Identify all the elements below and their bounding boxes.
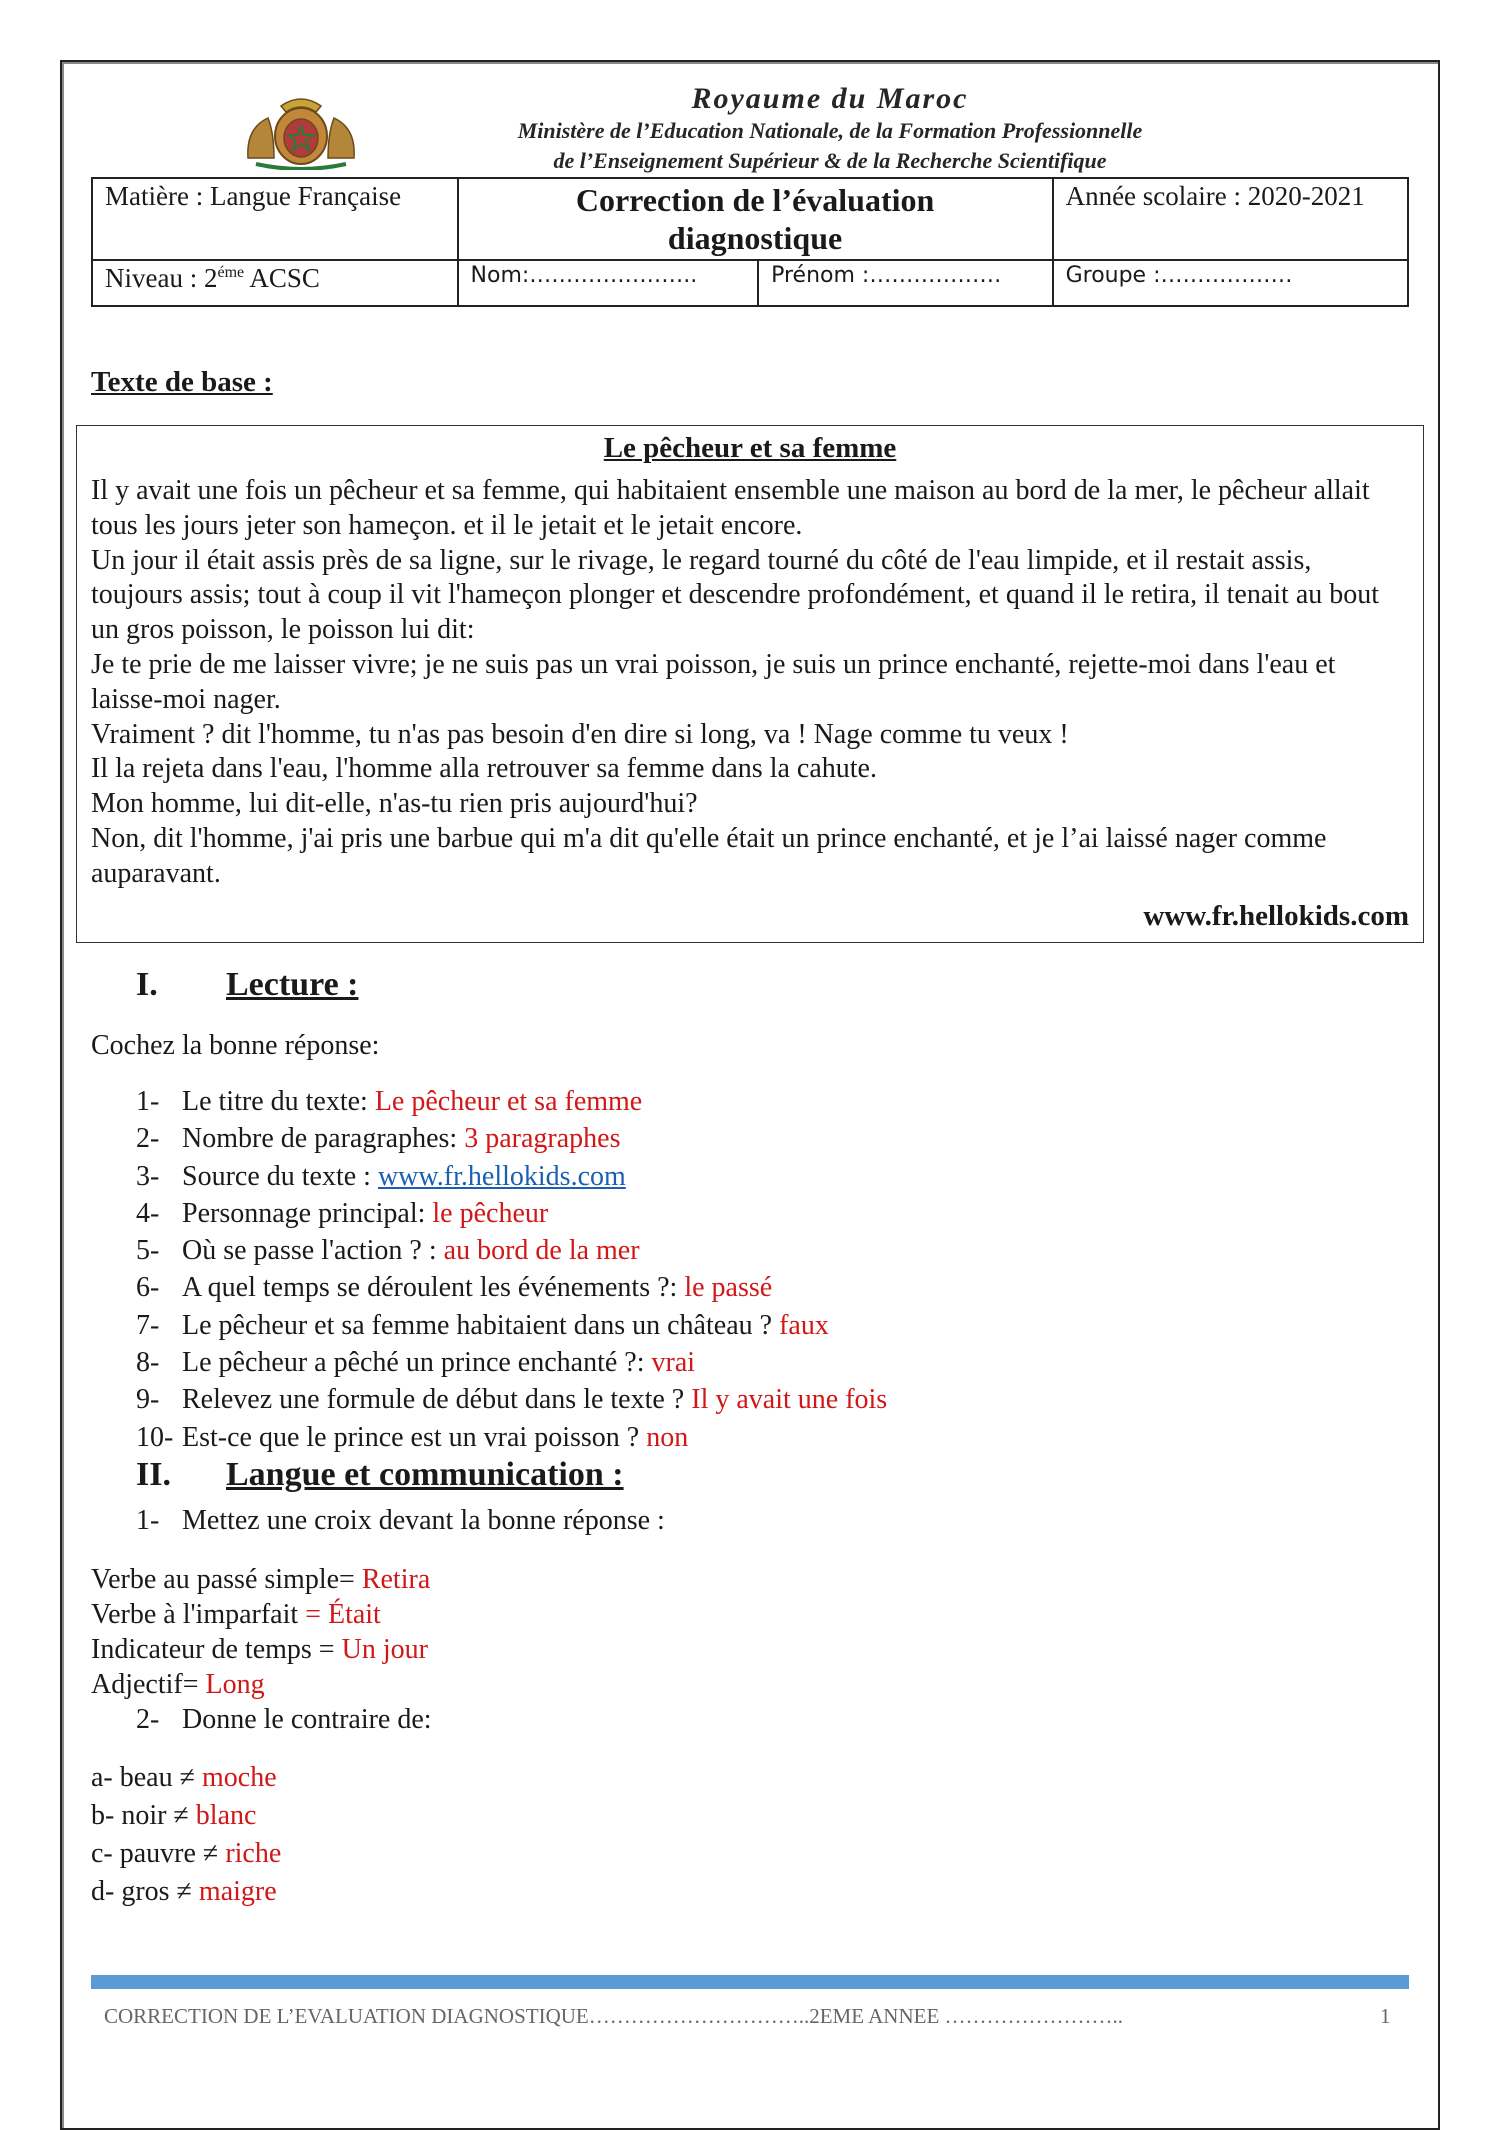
ministry-line-3: de l’Enseignement Supérieur & de la Recherche Scientifique: [553, 148, 1107, 173]
answer-text: Il y avait une fois: [691, 1384, 888, 1416]
grammar-label: Indicateur de temps =: [91, 1634, 342, 1665]
answer-text: riche: [225, 1838, 282, 1869]
opposite-answer: [91, 1836, 281, 1872]
story-paragraph: Il la rejeta dans l'eau, l'homme alla retrouver sa femme dans la cahute.: [91, 753, 877, 785]
answer-text: non: [646, 1421, 689, 1453]
question-text: Source du texte :: [182, 1160, 378, 1192]
answer-text: Le pêcheur et sa femme: [374, 1086, 643, 1117]
question-row: [136, 1120, 887, 1157]
grammar-label: Adjectif=: [91, 1669, 206, 1700]
info-table: [91, 177, 1409, 307]
question-number: 5-: [136, 1235, 160, 1267]
opposite-answer: [91, 1798, 256, 1834]
question-row: [136, 1381, 887, 1418]
question-text: Le pêcheur et sa femme habitaient dans un château ?: [182, 1309, 780, 1341]
question-number: 9-: [136, 1384, 160, 1416]
question-number: 6-: [136, 1272, 160, 1304]
section-2-title: Langue et communication :: [226, 1456, 624, 1493]
opposite-word: d- gros ≠: [91, 1876, 199, 1907]
question-number: 7-: [136, 1309, 160, 1341]
story-paragraph: Vraiment ? dit l'homme, tu n'as pas besoin d'en dire si long, va ! Nage comme tu veux !: [91, 718, 1069, 750]
answer-text: Retira: [361, 1564, 431, 1595]
opposite-answer: [91, 1760, 277, 1796]
question-text: Nombre de paragraphes:: [182, 1123, 465, 1155]
group-field[interactable]: Groupe :………………: [1053, 260, 1408, 306]
level-prefix: Niveau : 2: [105, 263, 218, 293]
story-title: Le pêcheur et sa femme: [603, 432, 897, 464]
level-suffix: ACSC: [244, 263, 320, 293]
name-field[interactable]: Nom:…………………..: [458, 260, 759, 306]
document-title: [458, 178, 1053, 260]
answer-text: vrai: [651, 1347, 696, 1379]
grammar-answer: [91, 1667, 265, 1703]
section-2-question-2: [136, 1702, 432, 1738]
story-paragraph: Non, dit l'homme, j'ai pris une barbue qui m'a dit qu'elle était un prince enchanté, et je l’ai laissé nager comme auparavant.: [91, 822, 1327, 889]
moroccan-emblem-icon: [236, 88, 366, 170]
question-number: 4-: [136, 1197, 160, 1229]
question-text: Donne le contraire de:: [182, 1704, 432, 1735]
question-row: [136, 1195, 887, 1232]
grammar-label: Verbe au passé simple=: [91, 1564, 362, 1595]
question-row: [136, 1419, 887, 1456]
story-paragraph: Mon homme, lui dit-elle, n'as-tu rien pris aujourd'hui?: [91, 788, 698, 820]
answer-text: le passé: [684, 1272, 773, 1304]
question-list: [136, 1083, 887, 1456]
ministry-header: [390, 82, 1270, 176]
question-row: [136, 1307, 887, 1344]
grammar-answer: [91, 1632, 428, 1668]
kingdom-name: Royaume du Maroc: [691, 82, 969, 115]
question-text: Où se passe l'action ? :: [182, 1235, 444, 1267]
story-body: [91, 474, 1409, 892]
question-text: Relevez une formule de début dans le texte ?: [182, 1384, 692, 1416]
question-number: 2-: [136, 1704, 160, 1735]
question-number: 8-: [136, 1347, 160, 1379]
answer-text: le pêcheur: [432, 1197, 549, 1229]
page-number: 1: [1380, 2004, 1391, 2028]
opposite-word: a- beau ≠: [91, 1762, 202, 1793]
answer-text: moche: [201, 1762, 277, 1793]
question-text: Est-ce que le prince est un vrai poisson ?: [182, 1421, 647, 1453]
answer-text: blanc: [195, 1800, 257, 1831]
answer-text: au bord de la mer: [443, 1235, 640, 1267]
question-text: Le pêcheur a pêché un prince enchanté ?:: [182, 1347, 652, 1379]
question-text: Personnage principal:: [182, 1197, 433, 1229]
answer-text: Long: [205, 1669, 265, 1700]
grammar-answer: [91, 1562, 430, 1598]
question-number: 10-: [136, 1421, 174, 1453]
footer-bar: [91, 1975, 1409, 1989]
section-2-question-1: [136, 1503, 665, 1539]
question-row: [136, 1083, 887, 1120]
source-link[interactable]: www.fr.hellokids.com: [377, 1160, 626, 1192]
subject-cell: Matière : Langue Française: [92, 178, 458, 260]
question-number: 2-: [136, 1123, 160, 1155]
opposite-word: c- pauvre ≠: [91, 1838, 226, 1869]
answer-text: maigre: [198, 1876, 277, 1907]
title-line-1: Correction de l’évaluation: [575, 182, 935, 218]
level-sup: éme: [217, 264, 245, 281]
story-paragraph: Je te prie de me laisser vivre; je ne suis pas un vrai poisson, je suis un prince enchanté, rejette-moi dans l'eau et laisse-moi nager.: [91, 648, 1336, 715]
section-1-title: Lecture :: [226, 966, 359, 1003]
grammar-label: Verbe à l'imparfait: [91, 1599, 306, 1630]
footer-text: CORRECTION DE L’EVALUATION DIAGNOSTIQUE…………………………..2EME ANNEE ……………………..: [104, 2004, 1124, 2028]
answer-text: faux: [779, 1309, 829, 1341]
level-cell: [92, 260, 458, 306]
question-text: Mettez une croix devant la bonne réponse :: [182, 1505, 665, 1536]
question-text: Le titre du texte:: [182, 1086, 375, 1117]
question-row: [136, 1344, 887, 1381]
section-1-number: I.: [136, 966, 158, 1003]
question-number: 1-: [136, 1505, 160, 1536]
opposite-word: b- noir ≠: [91, 1800, 196, 1831]
opposite-answer: [91, 1874, 277, 1910]
question-row: [136, 1269, 887, 1306]
school-year-cell: Année scolaire : 2020-2021: [1053, 178, 1408, 260]
story-paragraph: Il y avait une fois un pêcheur et sa femme, qui habitaient ensemble une maison au bord de la mer, le pêcheur allait tous les jours jeter son hameçon. et il le jetait et le jetait encore.: [91, 475, 1370, 541]
story-paragraph: Un jour il était assis près de sa ligne, sur le rivage, le regard tourné du côté de l'eau limpide, et il restait assis, toujours assis; tout à coup il vit l'hameçon plonger et descendre profondément, et quand il le retira, il tenait au bout un gros poisson, le poisson lui dit:: [91, 544, 1380, 646]
answer-text: 3 paragraphes: [464, 1123, 621, 1155]
question-row: [136, 1158, 887, 1195]
question-row: [136, 1232, 887, 1269]
section-2-number: II.: [136, 1456, 171, 1493]
question-text: A quel temps se déroulent les événements ?:: [182, 1272, 685, 1304]
base-text-label: Texte de base :: [91, 366, 273, 398]
firstname-field[interactable]: Prénom :………………: [758, 260, 1052, 306]
question-number: 1-: [136, 1086, 160, 1117]
section-1-instruction: Cochez la bonne réponse:: [91, 1030, 380, 1061]
answer-text: = Était: [305, 1599, 381, 1630]
ministry-line-2: Ministère de l’Education Nationale, de la Formation Professionnelle: [517, 118, 1143, 143]
grammar-answer: [91, 1597, 381, 1633]
question-number: 3-: [136, 1160, 160, 1192]
story-source: www.fr.hellokids.com: [1143, 899, 1409, 932]
answer-text: Un jour: [341, 1634, 428, 1665]
base-text-box: [76, 425, 1424, 943]
title-line-2: diagnostique: [667, 220, 843, 256]
